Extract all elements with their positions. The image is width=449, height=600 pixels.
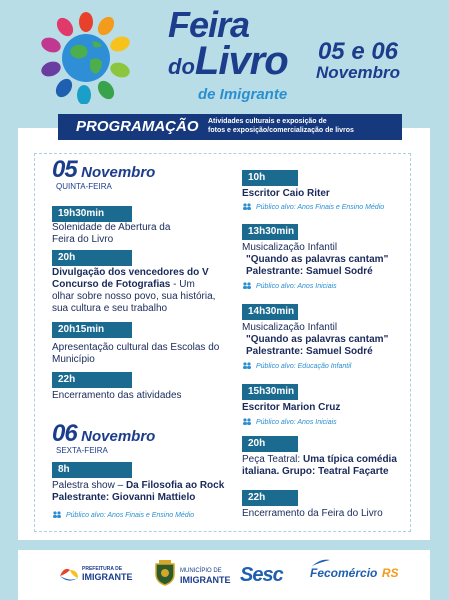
title-subtitle: de Imigrante [198,86,288,103]
event-speaker: Palestrante: Samuel Sodré [246,346,373,357]
day1-heading [52,156,155,184]
day1-month: Novembro [81,164,156,181]
event-text [52,480,242,504]
title-feira: Feira [168,4,250,45]
title-livro: Livro [194,39,288,83]
people-icon [242,282,252,289]
event-text [242,454,412,478]
programacao-description [208,117,354,135]
target-audience-text: Público alvo: Anos Finais e Ensino Médio [66,512,195,519]
time-badge: 10h [242,170,298,186]
event-text: Encerramento das atividades [52,390,182,401]
prefeitura-logo-line2: IMIGRANTE [82,572,133,582]
time-badge: 20h15min [52,322,132,338]
event-text [242,242,412,278]
programacao-banner [58,114,402,140]
people-icon [242,203,252,210]
programacao-desc-line2: fotos e exposição/comercialização de livros [208,127,354,134]
event-text [242,322,412,358]
fecomercio-logo-text: Fecomércio [310,566,378,580]
fecomercio-swoosh-icon [312,558,330,568]
target-audience-text: Público alvo: Anos Iniciais [256,283,337,290]
target-audience-text: Público alvo: Educação Infantil [256,363,352,370]
event-line: "Quando as palavras cantam" [246,254,389,265]
day1-number: 05 [52,156,77,183]
time-badge: 22h [242,490,298,506]
day2-weekday: SEXTA-FEIRA [56,446,108,455]
sponsors-footer [18,550,430,600]
time-badge: 19h30min [52,206,132,222]
time-badge: 13h30min [242,224,298,240]
dates-month: Novembro [315,63,401,82]
prefeitura-emblem-icon [58,564,80,586]
municipio-logo [154,560,234,590]
target-audience [242,282,337,290]
target-audience [242,418,337,426]
prefeitura-logo-line1: PREFEITURA DE [82,566,123,572]
hands-globe-logo [40,12,132,104]
event-speaker: Palestrante: Giovanni Mattielo [52,492,196,503]
event-text: Encerramento da Feira do Livro [242,508,383,519]
target-audience [242,203,384,211]
programacao-desc-line1: Atividades culturais e exposição de [208,118,327,125]
time-badge: 8h [52,462,132,478]
people-icon [52,511,62,518]
event-text [52,267,218,315]
event-text: Apresentação cultural das Escolas do Município [52,342,220,365]
event-text: Solenidade de Abertura da Feira do Livro [52,222,171,245]
title-do: do [168,54,195,79]
programacao-label: PROGRAMAÇÃO [76,118,199,135]
event-title: Escritor Marion Cruz [242,402,341,413]
target-audience [52,511,194,519]
day2-heading [52,420,155,448]
fecomercio-logo [310,564,398,582]
event-text-bold: Uma típica comédia italiana. Grupo: Teatral Façarte [242,454,397,477]
target-audience [242,362,351,370]
municipio-logo-line1: MUNICÍPIO DE [180,568,222,574]
event-text-plain: - Um olhar sobre nosso povo, sua história, sua cultura e seu trabalho [52,279,216,314]
time-badge: 15h30min [242,384,298,400]
event-text-bold: Divulgação dos vencedores do V Concurso de Fotografias [52,267,209,290]
municipio-logo-line2: IMIGRANTE [180,575,231,585]
event-title [168,4,318,103]
fecomercio-logo-rs: RS [381,566,399,580]
sesc-logo-text: Sesc [240,564,283,586]
coat-of-arms-icon [154,560,176,586]
time-badge: 20h [242,436,298,452]
time-badge: 14h30min [242,304,298,320]
event-text-plain: Palestra show – [52,480,126,491]
event-line: Musicalização Infantil [242,242,338,253]
prefeitura-logo [58,562,133,588]
event-line: Musicalização Infantil [242,322,338,333]
time-badge: 20h [52,250,132,266]
time-badge: 22h [52,372,132,388]
event-dates [308,40,408,82]
event-text-bold: Da Filosofia ao Rock [125,480,225,491]
event-speaker: Palestrante: Samuel Sodré [246,266,373,277]
people-icon [242,362,252,369]
day2-month: Novembro [81,428,156,445]
people-icon [242,418,252,425]
event-line: "Quando as palavras cantam" [246,334,389,345]
event-text-plain: Peça Teatral: [242,454,303,465]
dates-days: 05 e 06 [317,38,399,65]
day1-weekday: QUINTA-FEIRA [56,182,112,191]
event-title: Escritor Caio Riter [242,188,330,199]
header [0,0,449,112]
day2-number: 06 [52,420,77,447]
sesc-logo [240,564,283,587]
target-audience-text: Público alvo: Anos Iniciais [256,419,337,426]
target-audience-text: Público alvo: Anos Finais e Ensino Médio [256,204,385,211]
